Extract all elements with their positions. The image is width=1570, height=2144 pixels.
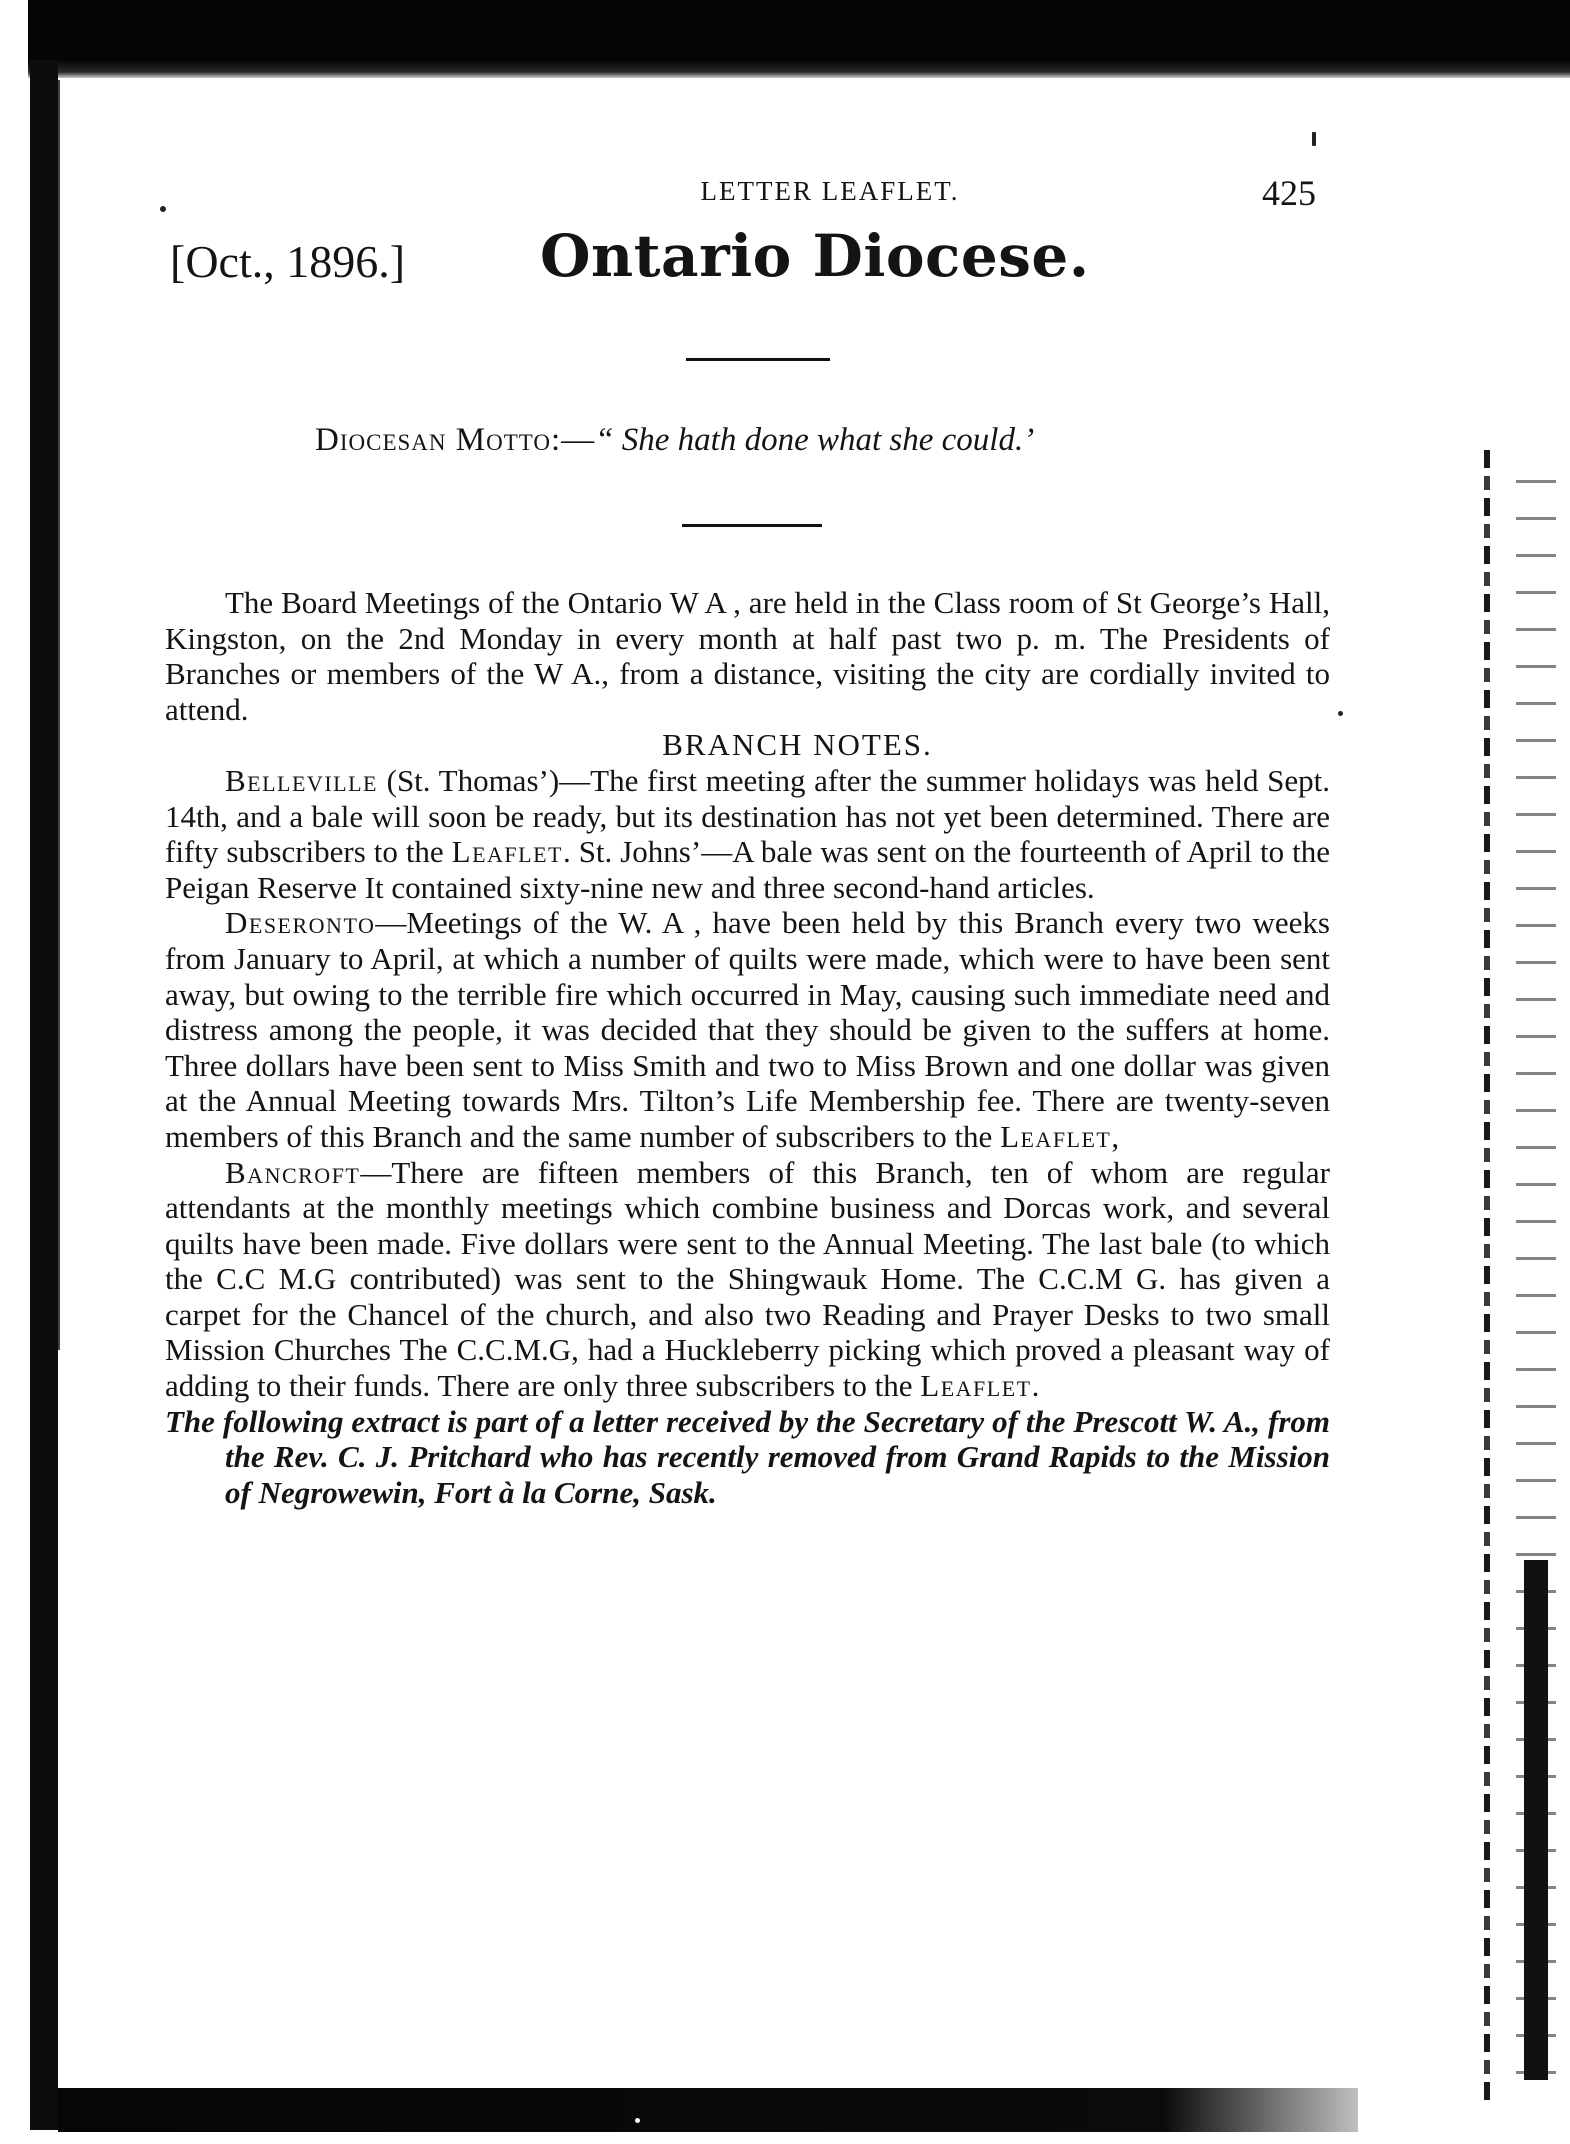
page-number: 425 [1262,173,1316,213]
branch-note-text: . [1031,1368,1040,1404]
running-head: LETTER LEAFLET. [700,176,960,206]
article-body [165,585,1330,1510]
branch-name: Deseronto [225,905,376,941]
branch-note-text: (St. Thomas’)—The first meeting after the summer holidays was held Sept. 14th, and a bale will soon be ready, but its destination has not yet been determined. There are fifty subscribers to the [165,762,1330,870]
scan-left-border [30,60,58,2130]
scan-speck [635,2118,640,2123]
leaflet-name: Leaflet [451,834,563,870]
page-title: Ontario Diocese. [540,222,1090,290]
branch-name: Belleville [225,762,378,798]
motto-quote: “ She hath done what she could.’ [595,422,1035,458]
scan-right-edge-bar [1524,1560,1548,2080]
scan-bottom-border [58,2088,1358,2132]
scan-speck [1312,132,1316,146]
scan-speck [160,206,166,212]
leaflet-name: Leaflet [1000,1118,1112,1154]
branch-name: Bancroft [225,1154,361,1190]
branch-note-deseronto [165,905,1330,1154]
scan-right-edge-dashes [1484,450,1490,2100]
diocesan-motto [315,422,1034,459]
leaflet-name: Leaflet [920,1368,1032,1404]
motto-label: Diocesan Motto:— [315,422,596,458]
divider-rule [686,358,830,361]
branch-note-text: —There are fifteen members of this Branch, ten of whom are regular attendants at the monthly meetings which combine business and Dorcas work, and several quilts have been made. Five dollars were sent to the Annual Meeting. The last bale (to which the C.C M.G contributed) was sent to the Shingwauk Home. The C.C.M G. has given a carpet for the Chancel of the church, and also two Reading and Prayer Desks to two small Mission Churches The C.C.M.G, had a Huckleberry picking which proved a pleasant way of adding to their funds. There are only three subscribers to the [165,1154,1330,1404]
branch-note-belleville [165,763,1330,905]
extract-note: The following extract is part of a letter received by the Secretary of the Prescott W. A., from the Rev. C. J. Pritchard who has recently removed from Grand Rapids to the Mission of Negrowewin, Fort à la Corne, Sask. [165,1403,1330,1510]
section-heading: BRANCH NOTES. [662,727,933,763]
scan-speck [1338,711,1343,716]
divider-rule [682,524,822,527]
branch-note-text: —Meetings of the W. A , have been held by this Branch every two weeks from January to April, at which a number of quilts were made, which were to have been sent away, but owing to the terrible fire which occurred in May, causing such immediate need and distress among the people, it was decided that they should be given to the suffers at home. Three dollars have been sent to Miss Smith and two to Miss Brown and one dollar was given at the Annual Meeting towards Mrs. Tilton’s Life Membership fee. There are twenty-seven members of this Branch and the same number of subscribers to the [165,905,1330,1154]
branch-note-text: . St. Johns’—A bale was sent on the fourteenth of April to the Peigan Reserve It contained sixty-nine new and three second-hand articles. [165,834,1331,905]
intro-paragraph: The Board Meetings of the Ontario W A , are held in the Class room of St George’s Hall, Kingston, on the 2nd Monday in every month at half past two p. m. The Presidents of Branches or members of the W A., from a distance, visiting the city are cordially invited to attend. [165,585,1330,727]
scan-margin-line [58,80,60,1350]
scan-top-border [28,0,1570,78]
branch-note-text: , [1111,1118,1120,1154]
branch-note-bancroft [165,1155,1330,1404]
issue-date: [Oct., 1896.] [170,236,406,287]
